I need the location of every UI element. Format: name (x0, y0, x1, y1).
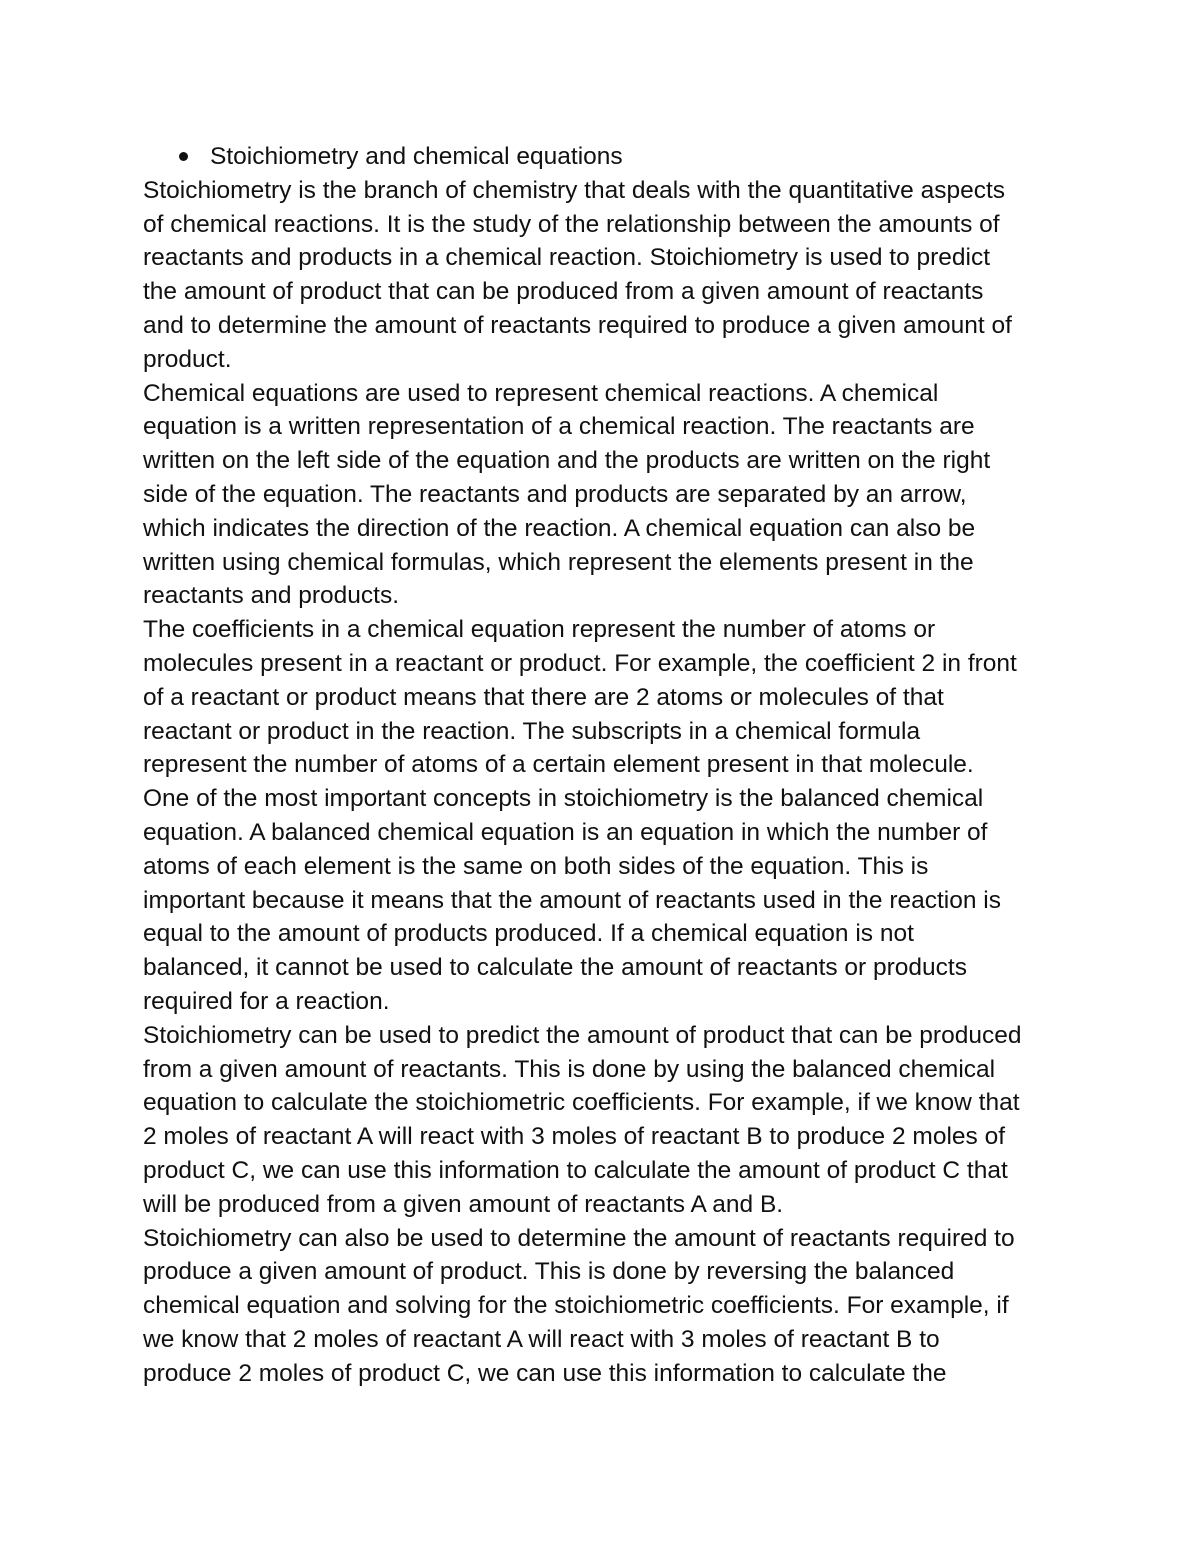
bullet-dot-icon (179, 152, 188, 161)
bullet-heading: Stoichiometry and chemical equations (210, 143, 623, 170)
document-body (143, 140, 1068, 1390)
bullet-item (143, 140, 1068, 174)
paragraph-coefficients: The coefficients in a chemical equation represent the number of atoms or molecules present in a reactant or product. For example, the coefficient 2 in front of a reactant or product means that there are 2 atoms or molecules of that reactant or product in the reaction. The subscripts in a chemical formula represent the number of atoms of a certain element present in that molecule. (143, 616, 1017, 779)
paragraph-chemical-equations: Chemical equations are used to represent chemical reactions. A chemical equation is a written representation of a chemical reaction. The reactants are written on the left side of the equation and the products are written on the right side of the equation. The reactants and products are separated by an arrow, which indicates the direction of the reaction. A chemical equation can also be written using chemical formulas, which represent the elements present in the reactants and products. (143, 379, 991, 610)
paragraph-determine-reactants: Stoichiometry can also be used to determine the amount of reactants required to produce a given amount of product. This is done by reversing the balanced chemical equation and solving for the stoichiometric coefficients. For example, if we know that 2 moles of reactant A will react with 3 moles of reactant B to produce 2 moles of product C, we can use this information to calculate the (143, 1224, 1015, 1387)
paragraph-stoichiometry-definition: Stoichiometry is the branch of chemistry that deals with the quantitative aspects of chemical reactions. It is the study of the relationship between the amounts of reactants and products in a chemical reaction. Stoichiometry is used to predict the amount of product that can be produced from a given amount of reactants and to determine the amount of reactants required to produce a given amount of product. (143, 176, 1012, 373)
paragraph-predict-product: Stoichiometry can be used to predict the amount of product that can be produced from a given amount of reactants. This is done by using the balanced chemical equation to calculate the stoichiometric coefficients. For example, if we know that 2 moles of reactant A will react with 3 moles of reactant B to produce 2 moles of product C, we can use this information to calculate the amount of product C that will be produced from a given amount of reactants A and B. (143, 1021, 1022, 1218)
paragraph-balanced-equation: One of the most important concepts in stoichiometry is the balanced chemical equation. A balanced chemical equation is an equation in which the number of atoms of each element is the same on both sides of the equation. This is important because it means that the amount of reactants used in the reaction is equal to the amount of products produced. If a chemical equation is not balanced, it cannot be used to calculate the amount of reactants or products required for a reaction. (143, 785, 1001, 1015)
